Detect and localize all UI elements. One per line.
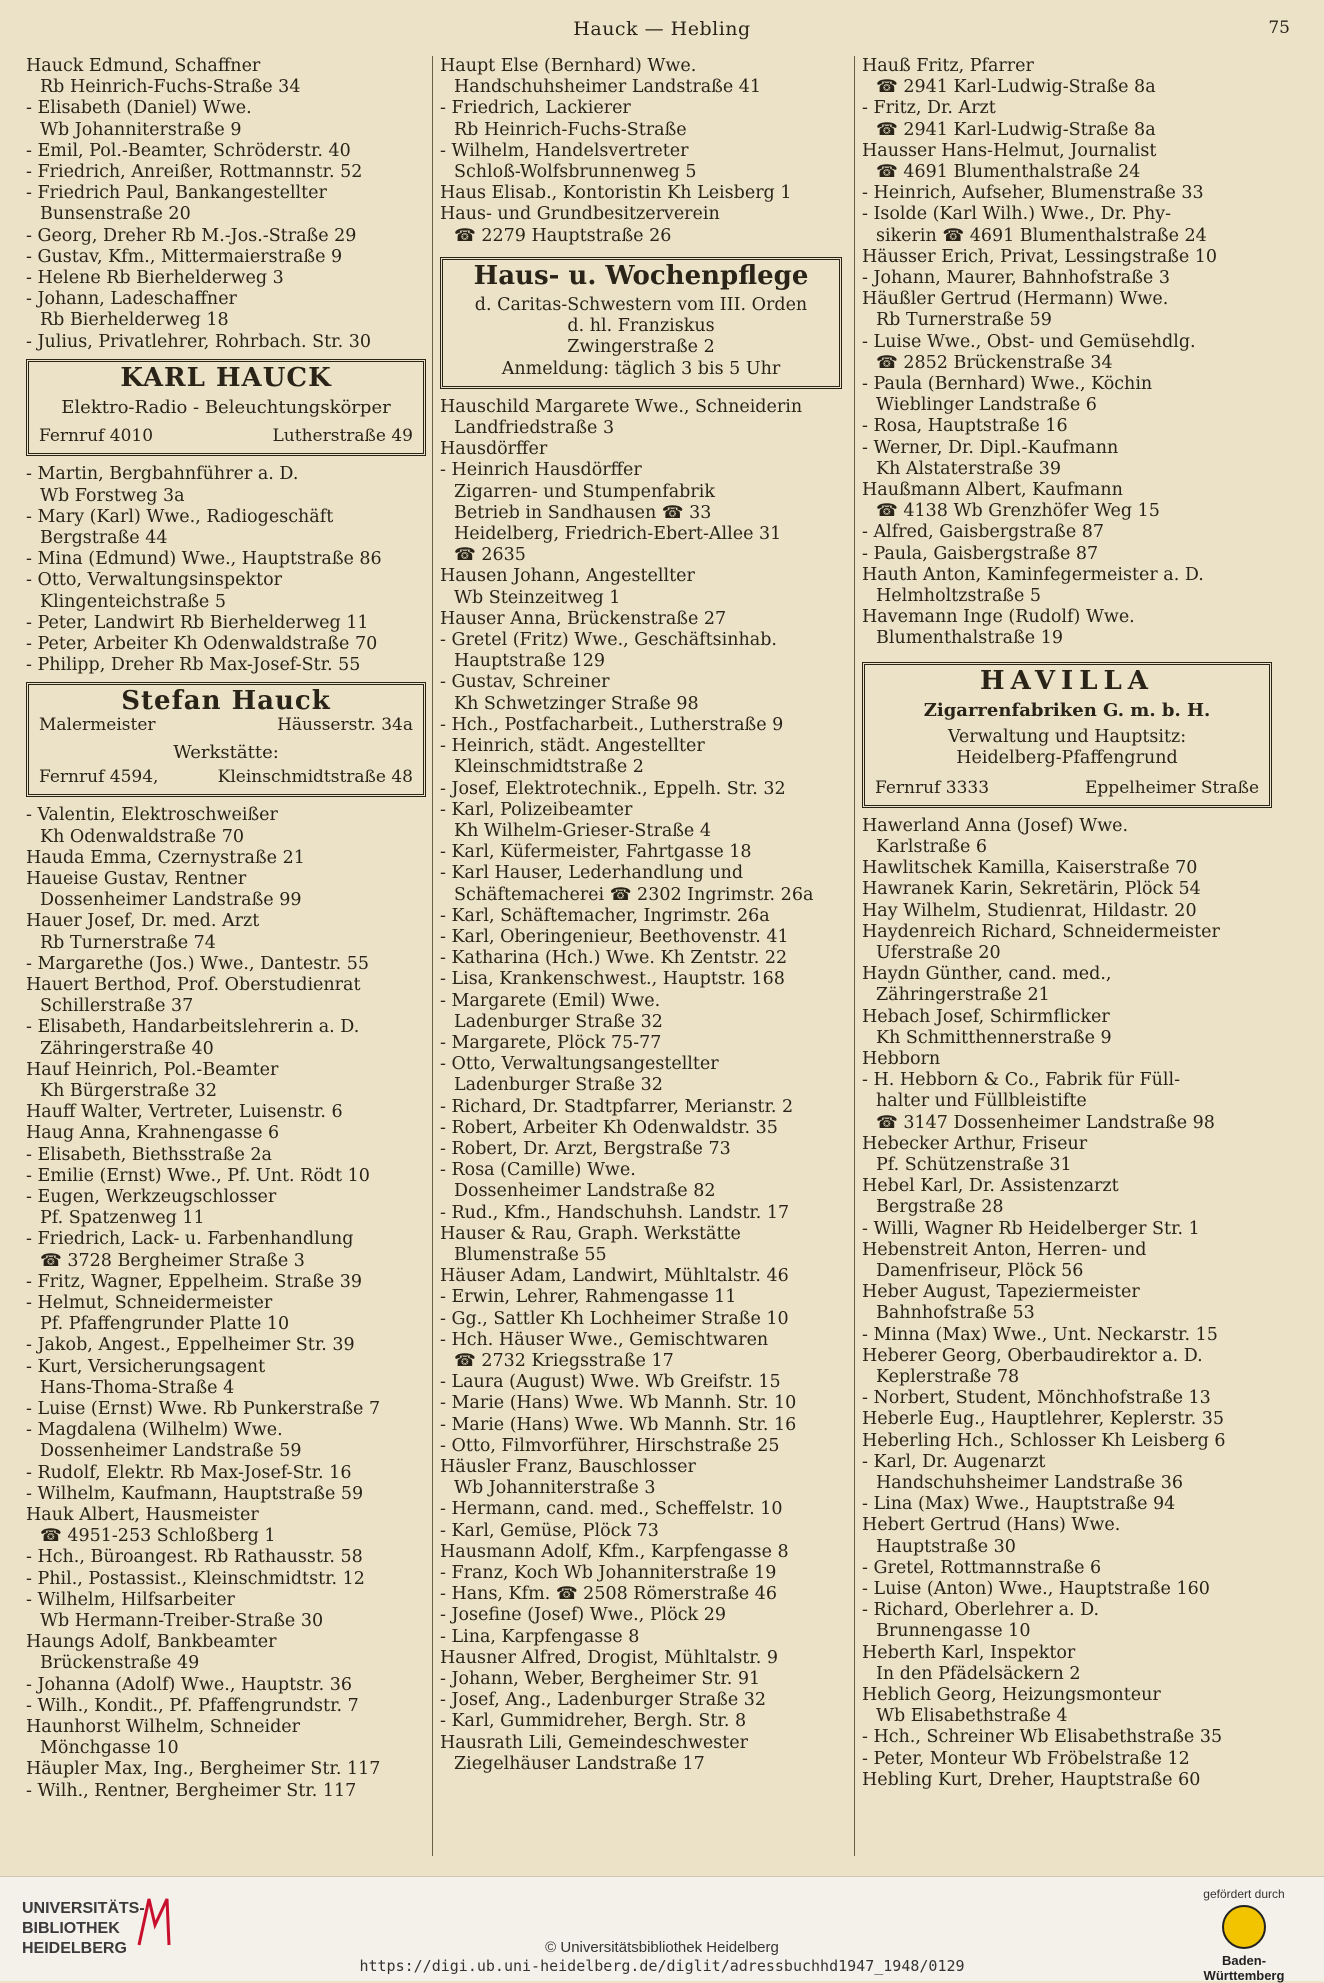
directory-entry-line: - Julius, Privatlehrer, Rohrbach. Str. 30 [26,331,371,352]
page-header-title: Hauck — Hebling [573,18,751,40]
ad-line: d. Caritas-Schwestern vom III. Orden [474,295,808,316]
directory-entry-line: Rb Turnerstraße 59 [876,310,1052,331]
column-1 [26,56,426,1802]
directory-entry-line: Haus- und Grundbesitzerverein [440,204,720,225]
directory-entry-line: - Elisabeth (Daniel) Wwe. [26,98,252,119]
directory-entry-line: - Peter, Arbeiter Kh Odenwaldstraße 70 [26,634,378,655]
directory-entry-line: Heber August, Tapeziermeister [862,1282,1140,1303]
directory-entry-line: Hebel Karl, Dr. Assistenzarzt [862,1176,1119,1197]
directory-entry-line: Hay Wilhelm, Studienrat, Hildastr. 20 [862,900,1197,921]
directory-entry-line: Haus Elisab., Kontoristin Kh Leisberg 1 [440,183,792,204]
directory-entry-line: Ladenburger Straße 32 [454,1075,663,1096]
directory-entry-line: - Laura (August) Wwe. Wb Greifstr. 15 [440,1372,781,1393]
directory-entry-line: Pf. Spatzenweg 11 [40,1208,205,1229]
directory-entry-line: - Rosa (Camille) Wwe. [440,1160,636,1181]
ad-title: Haus- u. Wochenpflege [473,260,809,291]
ad-stefan-hauck [26,682,426,797]
directory-entry-line: - Richard, Dr. Stadtpfarrer, Merianstr. 2 [440,1096,794,1117]
directory-entry-line: - Margarethe (Jos.) Wwe., Dantestr. 55 [26,953,370,974]
directory-entry-line: - Wilh., Kondit., Pf. Pfaffengrundstr. 7 [26,1695,359,1716]
directory-entry-line: Hebling Kurt, Dreher, Hauptstraße 60 [862,1769,1201,1790]
ad-address: Lutherstraße 49 [272,426,413,447]
ad-haus-wochenpflege [440,257,842,389]
directory-entry-line: Wb Forstweg 3a [40,485,185,506]
directory-entry-line: Dossenheimer Landstraße 82 [454,1181,716,1202]
directory-entry-line: Kh Alstaterstraße 39 [876,458,1062,479]
directory-entry-line: ☎ 3147 Dossenheimer Landstraße 98 [876,1112,1215,1133]
directory-entry-line: Hausrath Lili, Gemeindeschwester [440,1732,748,1753]
directory-entry-line: Hausmann Adolf, Kfm., Karpfengasse 8 [440,1541,789,1562]
directory-entry-line: Keplerstraße 78 [876,1366,1020,1387]
directory-entry-line: - Elisabeth, Handarbeitslehrerin a. D. [26,1017,360,1038]
directory-entry-line: - Minna (Max) Wwe., Unt. Neckarstr. 15 [862,1324,1218,1345]
directory-entry-line: - Marie (Hans) Wwe. Wb Mannh. Str. 16 [440,1414,797,1435]
directory-entry-line: - Karl, Dr. Augenarzt [862,1451,1046,1472]
directory-entry-line: Haunhorst Wilhelm, Schneider [26,1717,301,1738]
directory-entry-line: Wb Hermann-Treiber-Straße 30 [40,1611,324,1632]
directory-entry-line: - Luise (Ernst) Wwe. Rb Punkerstraße 7 [26,1398,381,1419]
directory-entry-line: ☎ 2635 [454,545,526,566]
directory-entry-line: Hauptstraße 30 [876,1536,1016,1557]
directory-entry-line: Hauff Walter, Vertreter, Luisenstr. 6 [26,1102,343,1123]
directory-entry-line: - Jakob, Angest., Eppelheimer Str. 39 [26,1335,355,1356]
directory-entry-line: - Karl, Schäftemacher, Ingrimstr. 26a [440,905,770,926]
directory-entry-line: - Erwin, Lehrer, Rahmengasse 11 [440,1287,737,1308]
directory-entry-line: - Hch., Schreiner Wb Elisabethstraße 35 [862,1727,1223,1748]
directory-entry-line: - Rud., Kfm., Handschuhsh. Landstr. 17 [440,1202,790,1223]
directory-entry-line: halter und Füllbleistifte [876,1091,1087,1112]
ad-line: Zwingerstraße 2 [567,337,715,358]
directory-entry-line: - Luise (Anton) Wwe., Hauptstraße 160 [862,1579,1210,1600]
directory-entry-line: Klingenteichstraße 5 [40,591,226,612]
ad-karl-hauck [26,359,426,457]
directory-entry-line: Hebborn [862,1048,941,1069]
directory-entry-line: - Johann, Maurer, Bahnhofstraße 3 [862,268,1170,289]
ad-line: Verwaltung und Hauptsitz: [947,727,1187,748]
directory-entry-line: Handschuhsheimer Landstraße 36 [876,1473,1184,1493]
directory-entry-line: - Friedrich, Lack- u. Farbenhandlung [26,1229,354,1250]
directory-entry-line: Schillerstraße 37 [40,996,194,1017]
directory-entry-line: - Hch., Büroangest. Rb Rathausstr. 58 [26,1547,363,1568]
directory-entry-line: Häupler Max, Ing., Bergheimer Str. 117 [26,1759,381,1780]
directory-entry-line: - Eugen, Werkzeugschlosser [26,1186,277,1207]
directory-entry-line: Haupt Else (Bernhard) Wwe. [440,56,697,76]
directory-entry-line: - Gg., Sattler Kh Lochheimer Straße 10 [440,1308,789,1329]
directory-entry-line: Kleinschmidtstraße 2 [454,757,644,778]
ad-phone: Fernruf 4010 [39,426,154,447]
directory-entry-line: Hauschild Margarete Wwe., Schneiderin [440,396,803,417]
directory-entry-line: Hawranek Karin, Sekretärin, Plöck 54 [862,879,1201,900]
directory-entry-line: - Hch., Postfacharbeit., Lutherstraße 9 [440,714,784,735]
directory-entry-line: Haug Anna, Krahnengasse 6 [26,1123,280,1144]
directory-entry-line: - Rosa, Hauptstraße 16 [862,416,1068,437]
ad-phone: Fernruf 4594, [39,767,159,788]
directory-entry-line: - Robert, Arbeiter Kh Odenwaldstr. 35 [440,1117,778,1138]
directory-entry-line: - Josefine (Josef) Wwe., Plöck 29 [440,1605,726,1626]
directory-entry-line: ☎ 2279 Hauptstraße 26 [454,225,672,246]
directory-entry-line: - Georg, Dreher Rb M.-Jos.-Straße 29 [26,225,357,246]
directory-entry-line: - Fritz, Wagner, Eppelheim. Straße 39 [26,1271,363,1292]
directory-entry-line: Zähringerstraße 21 [876,985,1050,1006]
directory-entry-line: Blumenstraße 55 [454,1244,607,1265]
directory-entry-line: - Lisa, Krankenschwest., Hauptstr. 168 [440,969,785,990]
directory-entry-line: - H. Hebborn & Co., Fabrik für Füll- [862,1070,1180,1091]
directory-entry-line: Pf. Pfaffengrunder Platte 10 [40,1314,290,1335]
directory-entry-line: Hawerland Anna (Josef) Wwe. [862,815,1129,836]
directory-entry-line: - Otto, Verwaltungsinspektor [26,570,283,591]
directory-entry-line: - Magdalena (Wilhelm) Wwe. [26,1420,283,1441]
directory-entry-line: Haydenreich Richard, Schneidermeister [862,921,1220,942]
footer [0,1876,1324,1981]
ad-line: Zigarrenfabriken G. m. b. H. [923,699,1211,721]
directory-entry-line: Bahnhofstraße 53 [876,1303,1035,1324]
directory-entry-line: Wb Steinzeitweg 1 [454,587,621,608]
ad-line: Werkstätte: [173,741,279,763]
directory-entry-line: Rb Bierhelderweg 18 [40,310,229,331]
ad-line: Anmeldung: täglich 3 bis 5 Uhr [501,358,781,379]
directory-entry-line: - Norbert, Student, Mönchhofstraße 13 [862,1388,1211,1409]
directory-entry-line: - Peter, Monteur Wb Fröbelstraße 12 [862,1748,1190,1769]
directory-entry-line: - Paula (Bernhard) Wwe., Köchin [862,374,1153,395]
directory-entry-line: Hausen Johann, Angestellter [440,566,695,587]
directory-entry-line: Haueise Gustav, Rentner [26,868,247,889]
directory-entry-line: - Martin, Bergbahnführer a. D. [26,464,299,485]
directory-entry-line: - Heinrich, städt. Angestellter [440,736,705,757]
directory-entry-line: - Gretel (Fritz) Wwe., Geschäftsinhab. [440,630,777,651]
directory-entry-line: - Paula, Gaisbergstraße 87 [862,543,1099,564]
directory-entry-line: Ladenburger Straße 32 [454,1011,663,1032]
directory-entry-line: Haußmann Albert, Kaufmann [862,480,1123,501]
directory-entry-line: - Margarete, Plöck 75-77 [440,1032,662,1053]
directory-entry-line: - Werner, Dr. Dipl.-Kaufmann [862,437,1119,458]
directory-entry-line: - Valentin, Elektroschweißer [26,805,278,826]
directory-entry-line: - Heinrich Hausdörffer [440,460,642,481]
directory-entry-line: - Otto, Filmvorführer, Hirschstraße 25 [440,1435,780,1456]
directory-entry-line: ☎ 2732 Kriegsstraße 17 [454,1350,674,1371]
funding-state: Baden-Württemberg [1203,1953,1285,1983]
directory-entry-line: ☎ 4951-253 Schloßberg 1 [40,1526,276,1547]
directory-entry-line: Havemann Inge (Rudolf) Wwe. [862,607,1135,628]
directory-entry-line: Kh Bürgerstraße 32 [40,1080,218,1101]
directory-entry-line: Heberth Karl, Inspektor [862,1642,1076,1663]
directory-entry-line: - Josef, Elektrotechnik., Eppelh. Str. 32 [440,778,786,799]
directory-entry-line: Wb Johanniterstraße 3 [454,1478,656,1499]
directory-entry-line: Betrieb in Sandhausen ☎ 33 [454,502,712,523]
funding-logo [1184,1887,1304,1983]
entry-list [862,56,1272,650]
directory-entry-line: - Isolde (Karl Wilh.) Wwe., Dr. Phy- [862,204,1172,225]
directory-entry-line: Haungs Adolf, Bankbeamter [26,1632,277,1653]
directory-entry-line: - Robert, Dr. Arzt, Bergstraße 73 [440,1138,731,1159]
directory-entry-line: Dossenheimer Landstraße 59 [40,1441,302,1462]
directory-entry-line: Hausner Alfred, Drogist, Mühltalstr. 9 [440,1647,778,1668]
directory-entry-line: - Richard, Oberlehrer a. D. [862,1600,1100,1621]
directory-entry-line: - Johann, Ladeschaffner [26,289,237,310]
directory-entry-line: - Johann, Weber, Bergheimer Str. 91 [440,1669,761,1690]
directory-entry-line: Häusser Erich, Privat, Lessingstraße 10 [862,246,1218,267]
directory-entry-line: Heberle Eug., Hauptlehrer, Keplerstr. 35 [862,1409,1225,1430]
directory-entry-line: - Mina (Edmund) Wwe., Hauptstraße 86 [26,549,382,570]
directory-entry-line: Bunsenstraße 20 [40,204,191,225]
ad-address: Eppelheimer Straße [1085,777,1259,798]
directory-entry-line: - Wilhelm, Hilfsarbeiter [26,1589,235,1610]
directory-entry-line: Heblich Georg, Heizungsmonteur [862,1685,1161,1706]
directory-entry-line: ☎ 4138 Wb Grenzhöfer Weg 15 [876,501,1160,522]
directory-entry-line: Karlstraße 6 [876,836,988,857]
directory-entry-line: - Hch. Häuser Wwe., Gemischtwaren [440,1329,769,1350]
directory-entry-line: ☎ 2941 Karl-Ludwig-Straße 8a [876,119,1156,140]
directory-entry-line: - Wilhelm, Kaufmann, Hauptstraße 59 [26,1483,364,1504]
copyright-text: © Universitätsbibliothek Heidelberg [545,1939,779,1956]
directory-entry-line: - Friedrich, Anreißer, Rottmannstr. 52 [26,162,363,183]
directory-entry-line: Heidelberg, Friedrich-Ebert-Allee 31 [454,524,782,545]
directory-entry-line: Hauf Heinrich, Pol.-Beamter [26,1059,279,1080]
state-crest-icon [1222,1905,1266,1949]
directory-entry-line: Hauk Albert, Hausmeister [26,1505,259,1525]
directory-entry-line: Hebecker Arthur, Friseur [862,1133,1088,1154]
directory-entry-line: Bergstraße 28 [876,1197,1004,1218]
directory-entry-line: Kh Schmitthennerstraße 9 [876,1027,1112,1048]
directory-entry-line: ☎ 4691 Blumenthalstraße 24 [876,162,1141,183]
directory-entry-line: Rb Heinrich-Fuchs-Straße 34 [40,77,301,98]
ad-title: HAVILLA [980,665,1154,696]
directory-entry-line: Schäftemacherei ☎ 2302 Ingrimstr. 26a [454,884,814,905]
directory-entry-line: - Gustav, Schreiner [440,672,610,693]
directory-entry-line: Kh Wilhelm-Grieser-Straße 4 [454,820,711,841]
directory-entry-line: Hawlitschek Kamilla, Kaiserstraße 70 [862,858,1198,879]
directory-entry-line: Kh Odenwaldstraße 70 [40,826,244,847]
directory-entry-line: - Heinrich, Aufseher, Blumenstraße 33 [862,183,1204,204]
ad-title: KARL HAUCK [120,362,332,393]
directory-entry-line: Hebert Gertrud (Hans) Wwe. [862,1515,1121,1536]
directory-entry-line: - Karl Hauser, Lederhandlung und [440,863,744,884]
directory-entry-line: Hauda Emma, Czernystraße 21 [26,847,305,868]
directory-entry-line: Brunnengasse 10 [876,1621,1031,1642]
directory-entry-line: - Hermann, cand. med., Scheffelstr. 10 [440,1499,783,1520]
directory-entry-line: Heberling Hch., Schlosser Kh Leisberg 6 [862,1430,1226,1451]
directory-entry-line: - Gustav, Kfm., Mittermaierstraße 9 [26,246,343,267]
directory-entry-line: ☎ 2941 Karl-Ludwig-Straße 8a [876,77,1156,98]
directory-entry-line: - Margarete (Emil) Wwe. [440,990,661,1011]
directory-entry-line: - Willi, Wagner Rb Heidelberger Str. 1 [862,1218,1200,1239]
directory-entry-line: - Otto, Verwaltungsangestellter [440,1054,719,1075]
directory-entry-line: Hauß Fritz, Pfarrer [862,56,1034,76]
directory-entry-line: Hans-Thoma-Straße 4 [40,1377,235,1398]
directory-entry-line: - Gretel, Rottmannstraße 6 [862,1557,1102,1578]
directory-entry-line: - Karl, Gemüse, Plöck 73 [440,1520,659,1541]
directory-entry-line: Haydn Günther, cand. med., [862,964,1112,985]
directory-entry-line: Hebach Josef, Schirmflicker [862,1006,1110,1027]
directory-entry-line: Zigarren- und Stumpenfabrik [454,481,715,502]
directory-entry-line: - Philipp, Dreher Rb Max-Josef-Str. 55 [26,655,361,676]
directory-entry-line: Bergstraße 44 [40,528,168,549]
directory-entry-line: - Katharina (Hch.) Wwe. Kh Zentstr. 22 [440,948,788,969]
column-divider [854,56,855,1856]
directory-entry-line: - Josef, Ang., Ladenburger Straße 32 [440,1690,767,1711]
directory-entry-line: - Marie (Hans) Wwe. Wb Mannh. Str. 10 [440,1393,797,1414]
library-name-line: BIBLIOTHEK [22,1920,120,1937]
directory-entry-line: - Helmut, Schneidermeister [26,1292,273,1313]
ad-profession: Malermeister [39,714,156,735]
directory-entry-line: Mönchgasse 10 [40,1738,179,1759]
directory-entry-line: - Mary (Karl) Wwe., Radiogeschäft [26,506,334,527]
directory-entry-line: Hauck Edmund, Schaffner [26,56,261,76]
directory-entry-line: Landfriedstraße 3 [454,418,615,439]
directory-entry-line: - Lina, Karpfengasse 8 [440,1626,640,1647]
directory-entry-line: - Kurt, Versicherungsagent [26,1356,266,1377]
page-number: 75 [1268,18,1290,38]
directory-entry-line: Brückenstraße 49 [40,1653,200,1674]
column-divider [432,56,433,1856]
directory-entry-line: - Karl, Oberingenieur, Beethovenstr. 41 [440,926,789,947]
directory-entry-line: - Friedrich Paul, Bankangestellter [26,183,327,204]
funding-label: gefördert durch [1203,1887,1285,1901]
directory-entry-line: Hauth Anton, Kaminfegermeister a. D. [862,564,1204,585]
directory-entry-line: Kh Schwetzinger Straße 98 [454,693,699,714]
column-2 [440,56,842,1775]
directory-entry-line: - Helene Rb Bierhelderweg 3 [26,268,284,289]
ad-line: Heidelberg-Pfaffengrund [956,748,1178,769]
directory-entry-line: ☎ 3728 Bergheimer Straße 3 [40,1250,305,1271]
directory-entry-line: - Elisabeth, Biethsstraße 2a [26,1144,272,1165]
directory-entry-line: - Phil., Postassist., Kleinschmidtstr. 12 [26,1568,365,1589]
directory-entry-line: Hauser Anna, Brückenstraße 27 [440,608,727,629]
directory-entry-line: Schloß-Wolfsbrunnenweg 5 [454,162,697,183]
directory-entry-line: - Rudolf, Elektr. Rb Max-Josef-Str. 16 [26,1462,352,1483]
ad-address: Häusserstr. 34a [277,714,413,735]
directory-entry-line: Handschuhsheimer Landstraße 41 [454,77,762,98]
ad-havilla [862,662,1272,808]
directory-entry-line: Helmholtzstraße 5 [876,586,1042,607]
directory-entry-line: - Peter, Landwirt Rb Bierhelderweg 11 [26,612,369,633]
directory-entry-line: - Wilh., Rentner, Bergheimer Str. 117 [26,1780,357,1801]
library-name-line: UNIVERSITÄTS- [22,1900,145,1917]
directory-entry-line: Rb Turnerstraße 74 [40,932,216,953]
directory-entry-line: - Hans, Kfm. ☎ 2508 Römerstraße 46 [440,1584,777,1605]
ad-line: Elektro-Radio - Beleuchtungskörper [61,397,391,419]
directory-entry-line: - Emilie (Ernst) Wwe., Pf. Unt. Rödt 10 [26,1165,370,1186]
directory-entry-line: sikerin ☎ 4691 Blumenthalstraße 24 [876,225,1207,246]
directory-entry-line: ☎ 2852 Brückenstraße 34 [876,352,1113,373]
directory-entry-line: - Karl, Polizeibeamter [440,799,633,820]
directory-entry-line: - Friedrich, Lackierer [440,98,631,119]
ad-line: d. hl. Franziskus [567,316,715,337]
directory-entry-line: - Johanna (Adolf) Wwe., Hauptstr. 36 [26,1674,352,1695]
ad-workshop: Kleinschmidtstraße 48 [217,767,413,788]
directory-entry-line: Zähringerstraße 40 [40,1038,214,1059]
directory-entry-line: Uferstraße 20 [876,942,1001,963]
directory-entry-line: Dossenheimer Landstraße 99 [40,890,302,911]
directory-entry-line: Damenfriseur, Plöck 56 [876,1260,1084,1281]
directory-entry-line: Wb Johanniterstraße 9 [40,119,242,140]
directory-entry-line: Häuser Adam, Landwirt, Mühltalstr. 46 [440,1266,789,1287]
entry-list [862,816,1272,1791]
directory-entry-line: - Fritz, Dr. Arzt [862,98,996,119]
directory-entry-line: - Franz, Koch Wb Johanniterstraße 19 [440,1563,777,1584]
directory-entry-line: Häußler Gertrud (Hermann) Wwe. [862,289,1169,310]
directory-entry-line: - Karl, Gummidreher, Bergh. Str. 8 [440,1711,747,1732]
directory-entry-line: - Karl, Küfermeister, Fahrtgasse 18 [440,842,752,863]
directory-entry-line: Blumenthalstraße 19 [876,628,1063,649]
directory-entry-line: Wieblinger Landstraße 6 [876,395,1097,416]
directory-entry-line: Hauser & Rau, Graph. Werkstätte [440,1223,741,1244]
directory-entry-line: - Emil, Pol.-Beamter, Schröderstr. 40 [26,140,351,161]
entry-list [440,56,842,247]
directory-entry-line: Hauptstraße 129 [454,651,606,672]
ad-title: Stefan Hauck [121,686,331,717]
entry-list [440,397,842,1775]
directory-entry-line: Pf. Schützenstraße 31 [876,1154,1072,1175]
directory-entry-line: Hebenstreit Anton, Herren- und [862,1239,1147,1260]
directory-entry-line: Hausdörffer [440,439,548,460]
directory-entry-line: Wb Elisabethstraße 4 [876,1706,1068,1727]
directory-entry-line: - Luise Wwe., Obst- und Gemüsehdlg. [862,331,1196,352]
column-3 [862,56,1272,1791]
directory-entry-line: Hauer Josef, Dr. med. Arzt [26,911,260,932]
directory-entry-line: Rb Heinrich-Fuchs-Straße [454,119,687,140]
directory-entry-line: Ziegelhäuser Landstraße 17 [454,1753,705,1774]
directory-entry-line: Heberer Georg, Oberbaudirektor a. D. [862,1345,1203,1366]
entry-list [26,805,426,1802]
ad-phone: Fernruf 3333 [875,777,990,798]
directory-entry-line: Hauert Berthod, Prof. Oberstudienrat [26,974,361,995]
directory-entry-line: In den Pfädelsäckern 2 [876,1663,1081,1684]
directory-entry-line: - Alfred, Gaisbergstraße 87 [862,522,1105,543]
directory-entry-line: Hausser Hans-Helmut, Journalist [862,140,1157,161]
source-url-link[interactable]: https://digi.ub.uni-heidelberg.de/diglit/adressbuchhd1947_1948/0129 [359,1957,965,1975]
directory-entry-line: - Wilhelm, Handelsvertreter [440,140,689,161]
directory-entry-line: - Lina (Max) Wwe., Hauptstraße 94 [862,1494,1176,1515]
entry-list [26,56,426,353]
directory-entry-line: Häusler Franz, Bauschlosser [440,1457,696,1477]
entry-list [26,464,426,676]
library-name-line: HEIDELBERG [22,1940,127,1957]
